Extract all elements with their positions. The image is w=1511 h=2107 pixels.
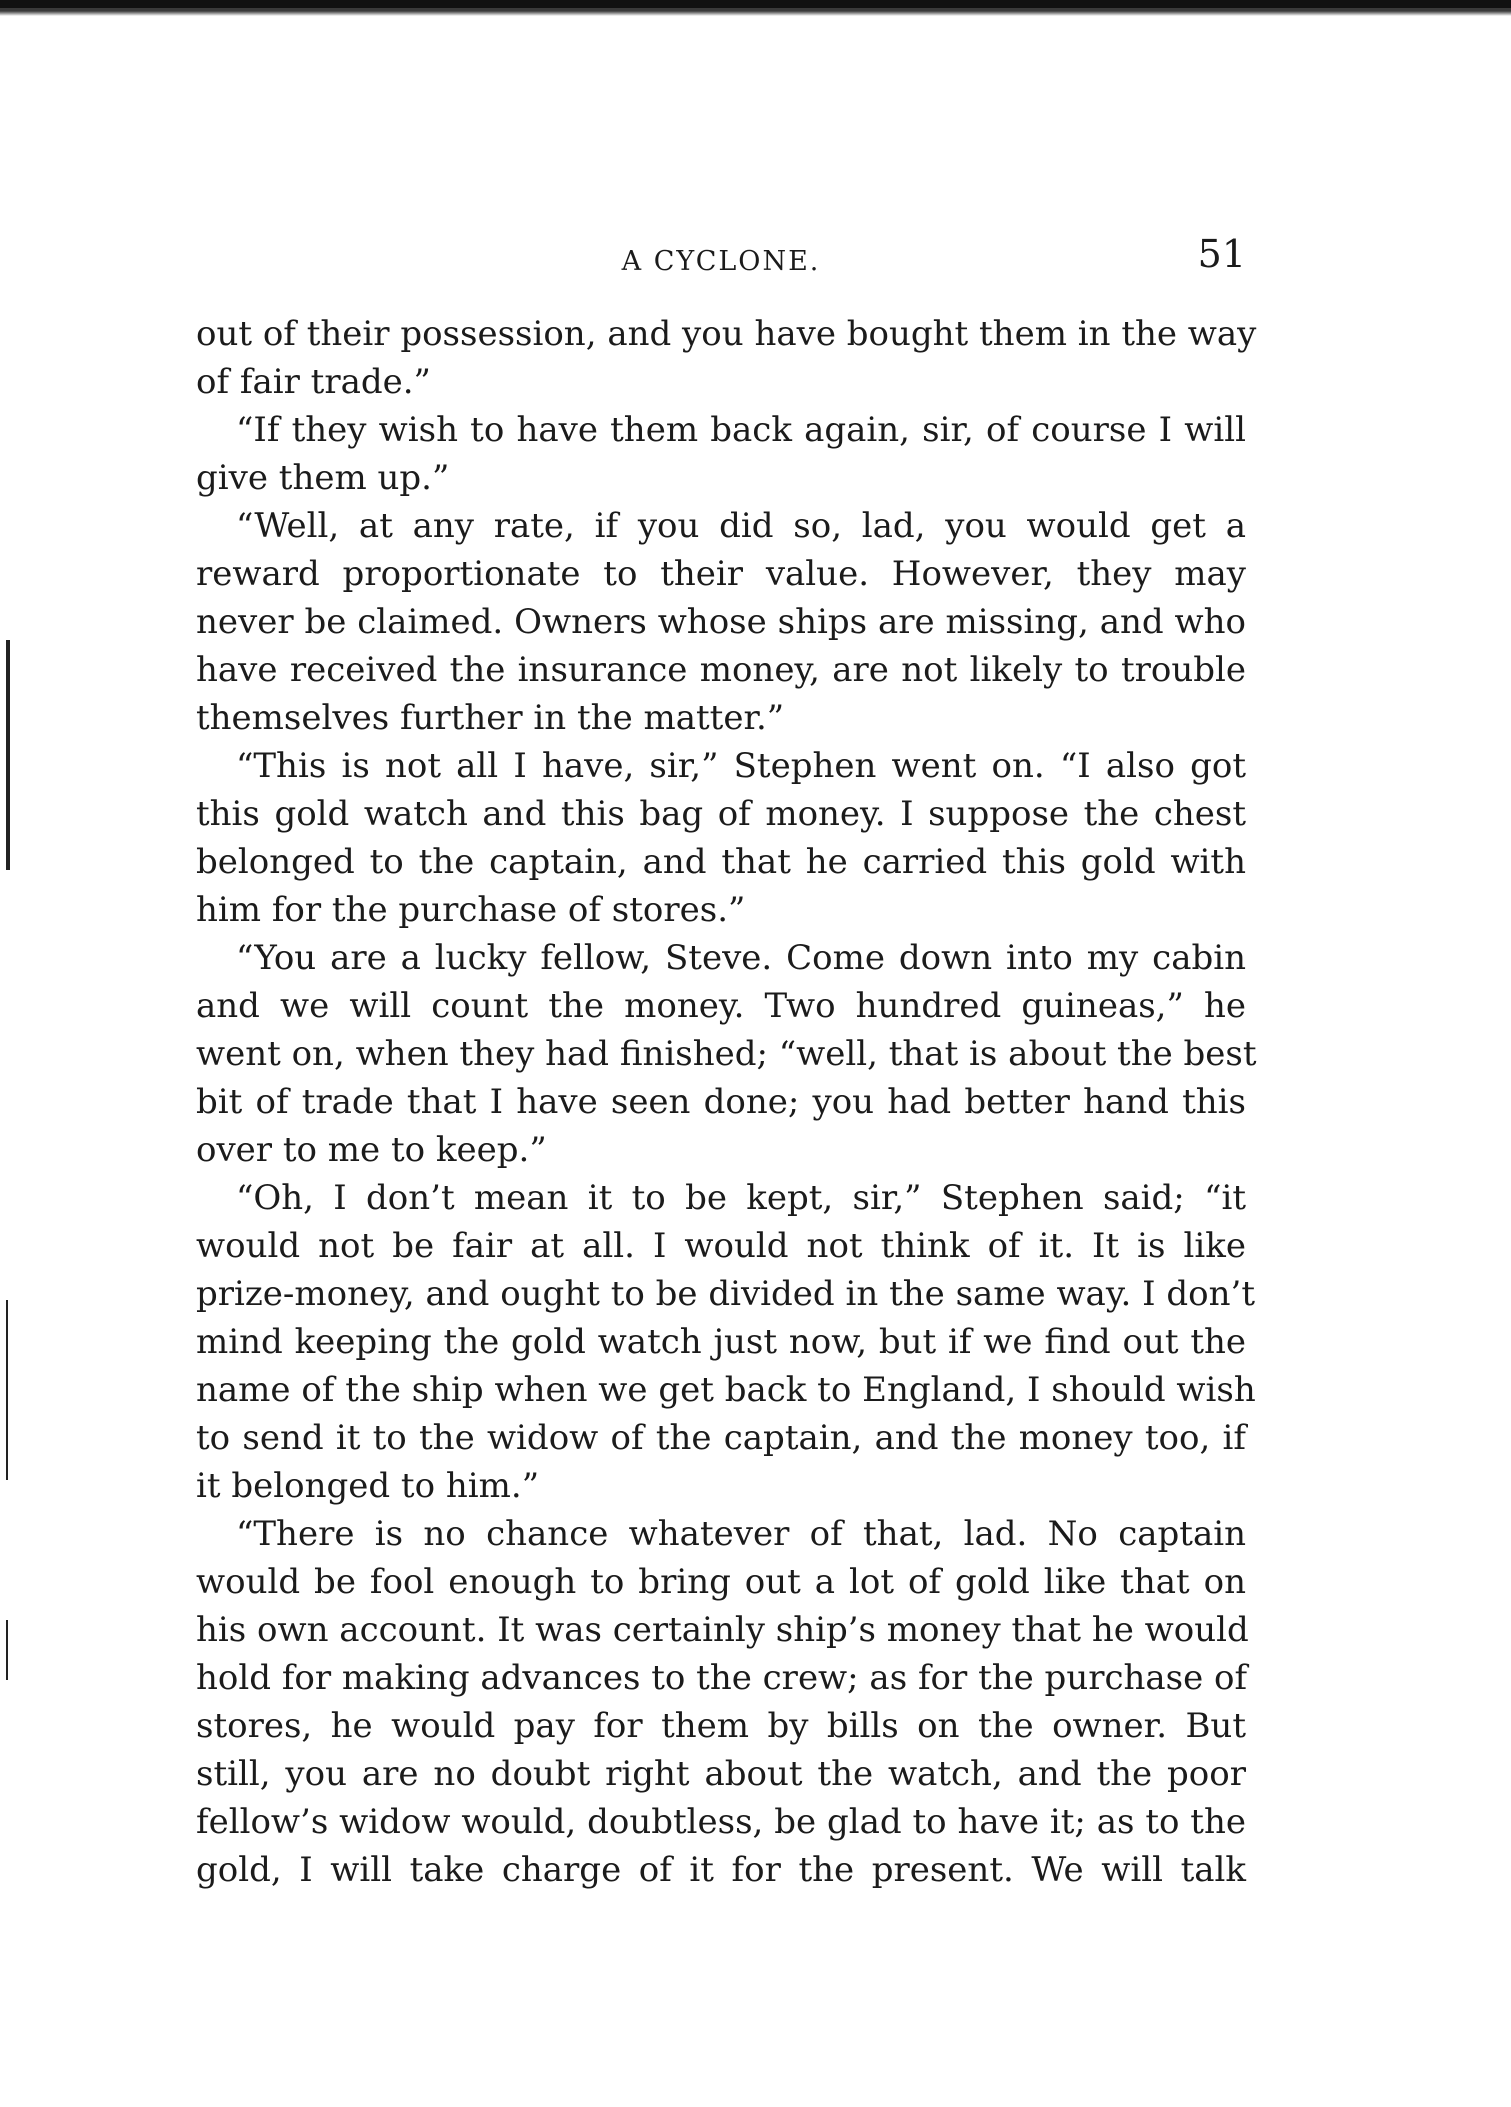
text-line: “Oh, I don’t mean it to be kept, sir,” Stephen said; “it: [236, 1178, 1246, 1218]
text-line: bit of trade that I have seen done; you had better hand this: [196, 1082, 1246, 1122]
text-line: reward proportionate to their value. However, they may: [196, 554, 1246, 594]
text-line: have received the insurance money, are not likely to trouble: [196, 650, 1246, 690]
text-line: never be claimed. Owners whose ships are missing, and who: [196, 602, 1246, 642]
text-line: prize-money, and ought to be divided in the same way. I don’t: [196, 1274, 1255, 1314]
text-line: would be fool enough to bring out a lot of gold like that on: [196, 1562, 1246, 1602]
margin-mark: [6, 640, 10, 870]
text-line: belonged to the captain, and that he carried this gold with: [196, 842, 1246, 882]
text-line: “There is no chance whatever of that, lad. No captain: [236, 1514, 1246, 1554]
text-line: themselves further in the matter.”: [196, 698, 785, 738]
text-line: stores, he would pay for them by bills on the owner. But: [196, 1706, 1246, 1746]
text-line: his own account. It was certainly ship’s money that he would: [196, 1610, 1249, 1650]
text-line: would not be fair at all. I would not think of it. It is like: [196, 1226, 1246, 1266]
running-head: A CYCLONE.: [621, 246, 821, 277]
page-number: 51: [1197, 232, 1246, 276]
text-line: name of the ship when we get back to England, I should wish: [196, 1370, 1256, 1410]
margin-mark: [6, 1620, 8, 1680]
text-line: and we will count the money. Two hundred guineas,” he: [196, 986, 1246, 1026]
text-line: gold, I will take charge of it for the present. We will talk: [196, 1850, 1246, 1890]
text-line: it belonged to him.”: [196, 1466, 540, 1506]
page-header: [196, 232, 1246, 292]
text-line: “This is not all I have, sir,” Stephen went on. “I also got: [236, 746, 1246, 786]
text-line: still, you are no doubt right about the watch, and the poor: [196, 1754, 1246, 1794]
text-line: “Well, at any rate, if you did so, lad, you would get a: [236, 506, 1246, 546]
page-top-edge: [0, 0, 1511, 16]
text-line: fellow’s widow would, doubtless, be glad to have it; as to the: [196, 1802, 1246, 1842]
text-line: out of their possession, and you have bought them in the way: [196, 314, 1257, 354]
text-line: of fair trade.”: [196, 362, 431, 402]
text-line: hold for making advances to the crew; as for the purchase of: [196, 1658, 1248, 1698]
text-line: “If they wish to have them back again, sir, of course I will: [236, 410, 1246, 450]
text-line: this gold watch and this bag of money. I suppose the chest: [196, 794, 1246, 834]
text-line: mind keeping the gold watch just now, but if we find out the: [196, 1322, 1246, 1362]
text-line: went on, when they had finished; “well, that is about the best: [196, 1034, 1257, 1074]
text-line: give them up.”: [196, 458, 450, 498]
body-text: [196, 310, 1257, 1894]
text-line: “You are a lucky fellow, Steve. Come down into my cabin: [236, 938, 1246, 978]
text-line: him for the purchase of stores.”: [196, 890, 746, 930]
text-line: to send it to the widow of the captain, and the money too, if: [196, 1418, 1246, 1458]
text-line: over to me to keep.”: [196, 1130, 547, 1170]
margin-mark: [6, 1300, 8, 1480]
